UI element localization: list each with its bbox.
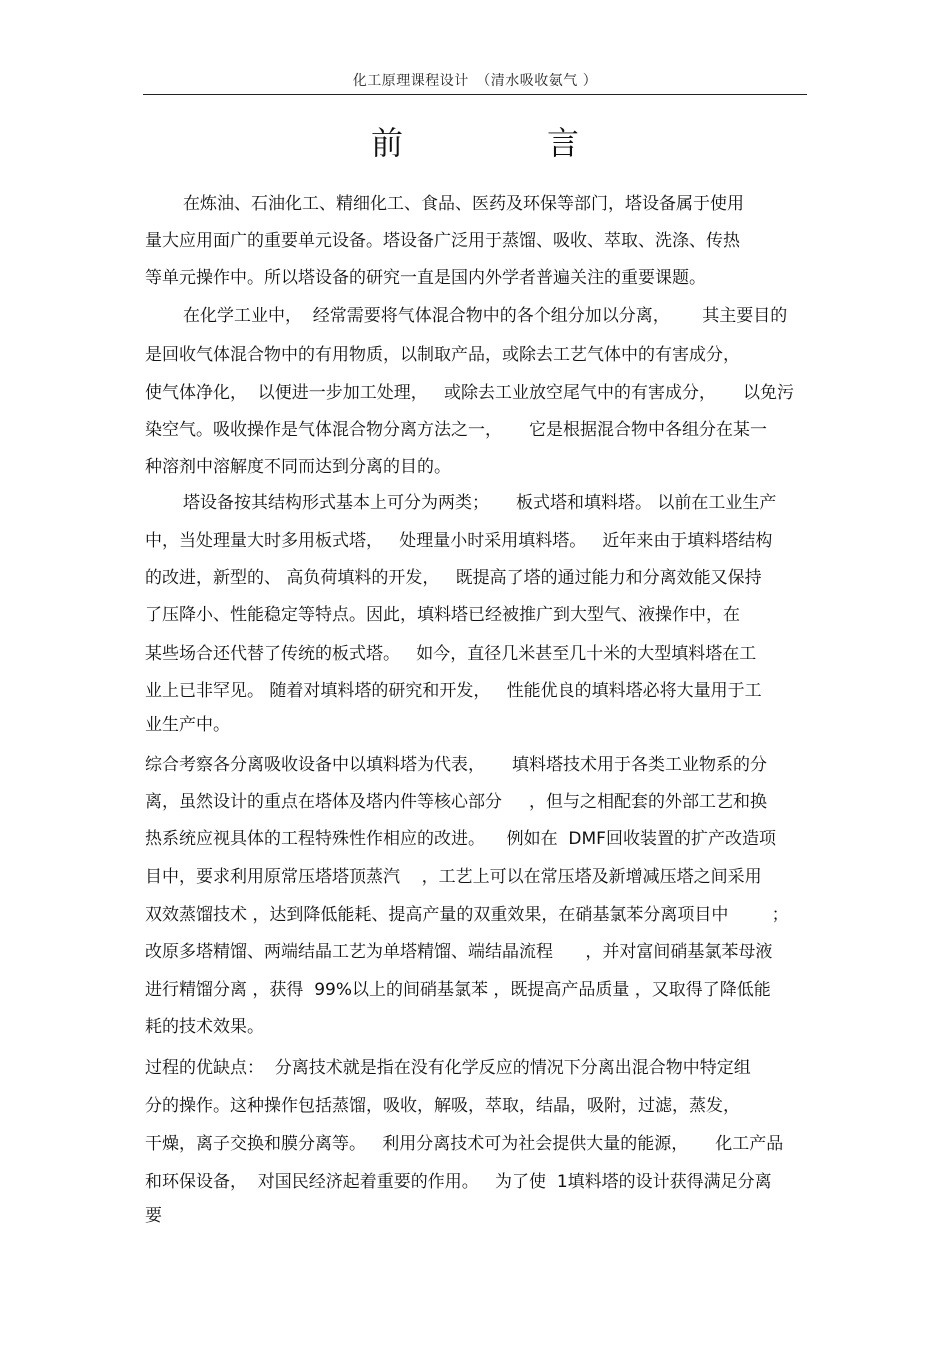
paragraph-line: 要 [145, 1206, 162, 1226]
paragraph-line: 种溶剂中溶解度不同而达到分离的目的。 [145, 457, 451, 477]
paragraph-line: 改原多塔精馏、两端结晶工艺为单塔精馏、端结晶流程 ，并对富间硝基氯苯母液 [145, 942, 773, 962]
paragraph-line: 业生产中。 [145, 715, 230, 735]
paragraph-line: 干燥，离子交换和膜分离等。 利用分离技术可为社会提供大量的能源， 化工产品 [145, 1134, 784, 1154]
paragraph-line: 耗的技术效果。 [145, 1017, 264, 1037]
paragraph-line: 在炼油、石油化工、精细化工、食品、医药及环保等部门，塔设备属于使用 [183, 194, 744, 214]
page-title: 前 言 [370, 124, 635, 162]
paragraph-line: 和环保设备， 对国民经济起着重要的作用。 为了使 1填料塔的设计获得满足分离 [145, 1172, 772, 1192]
paragraph-line: 综合考察各分离吸收设备中以填料塔为代表， 填料塔技术用于各类工业物系的分 [145, 755, 768, 775]
paragraph-line: 进行精馏分离 ，获得 99%以上的间硝基氯苯 ，既提高产品质量 ，又取得了降低能 [145, 980, 771, 1000]
paragraph-line: 过程的优缺点： 分离技术就是指在没有化学反应的情况下分离出混合物中特定组 [145, 1058, 751, 1078]
paragraph-line: 目中，要求利用原常压塔塔顶蒸汽 ，工艺上可以在常压塔及新增减压塔之间采用 [145, 867, 762, 887]
paragraph-line: 等单元操作中。所以塔设备的研究一直是国内外学者普遍关注的重要课题。 [145, 268, 706, 288]
paragraph-line: 在化学工业中， 经常需要将气体混合物中的各个组分加以分离， 其主要目的 [183, 306, 788, 326]
paragraph-line: 是回收气体混合物中的有用物质，以制取产品，或除去工艺气体中的有害成分， [145, 345, 740, 365]
paragraph-line: 塔设备按其结构形式基本上可分为两类； 板式塔和填料塔。 以前在工业生产 [183, 493, 777, 513]
paragraph-line: 的改进，新型的、 高负荷填料的开发， 既提高了塔的通过能力和分离效能又保持 [145, 568, 762, 588]
paragraph-line: 染空气。吸收操作是气体混合物分离方法之一， 它是根据混合物中各组分在某一 [145, 420, 768, 440]
paragraph-line: 分的操作。这种操作包括蒸馏，吸收，解吸，萃取，结晶，吸附，过滤，蒸发， [145, 1096, 740, 1116]
header-divider [143, 94, 807, 95]
paragraph-line: 了压降小、性能稳定等特点。因此，填料塔已经被推广到大型气、液操作中，在 [145, 605, 740, 625]
paragraph-line: 中，当处理量大时多用板式塔， 处理量小时采用填料塔。 近年来由于填料塔结构 [145, 531, 773, 551]
paragraph-line: 量大应用面广的重要单元设备。塔设备广泛用于蒸馏、吸收、萃取、洗涤、传热 [145, 231, 740, 251]
paragraph-line: 业上已非罕见。 随着对填料塔的研究和开发， 性能优良的填料塔必将大量用于工 [145, 681, 762, 701]
paragraph-line: 使气体净化， 以便进一步加工处理， 或除去工业放空尾气中的有害成分， 以免污 [145, 383, 795, 403]
paragraph-line: 离，虽然设计的重点在塔体及塔内件等核心部分 ，但与之相配套的外部工艺和换 [145, 792, 768, 812]
running-header: 化工原理课程设计 （清水吸收氨气 ） [352, 73, 598, 89]
paragraph-line: 热系统应视具体的工程特殊性作相应的改进。 例如在 DMF回收装置的扩产改造项 [145, 829, 776, 849]
paragraph-line: 双效蒸馏技术 ，达到降低能耗、提高产量的双重效果，在硝基氯苯分离项目中 ； [145, 905, 789, 925]
paragraph-line: 某些场合还代替了传统的板式塔。 如今，直径几米甚至几十米的大型填料塔在工 [145, 644, 757, 664]
